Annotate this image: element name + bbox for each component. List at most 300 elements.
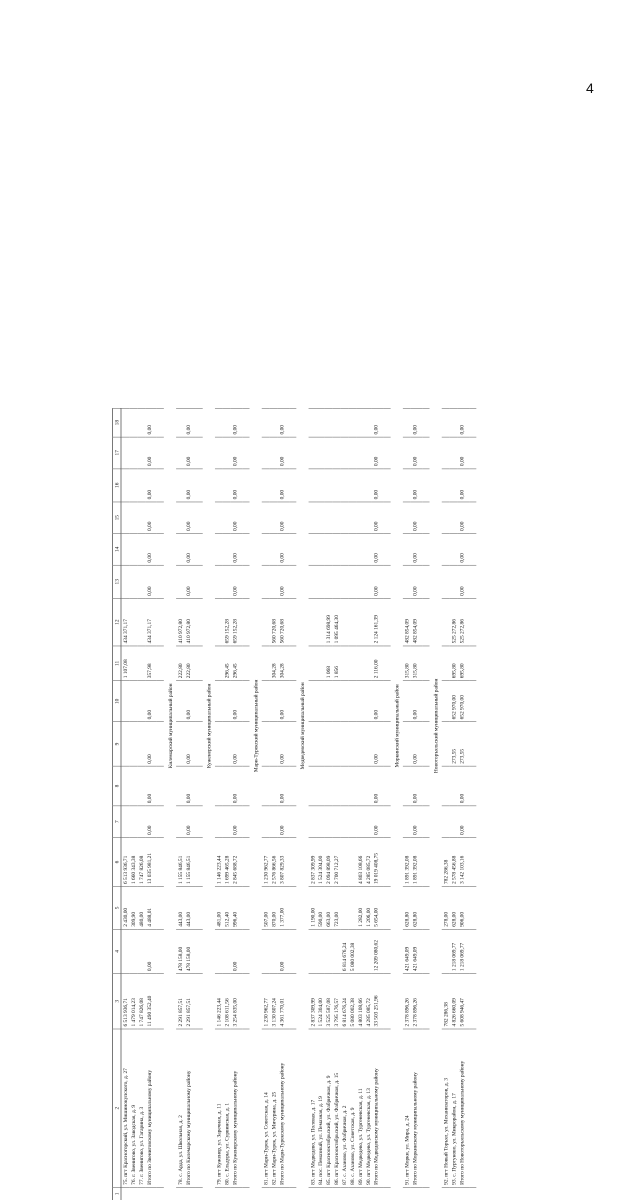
value-cell — [121, 565, 129, 598]
value-cell — [364, 565, 372, 598]
value-cell — [340, 469, 348, 502]
value-cell — [364, 929, 372, 973]
value-cell: 304,28 — [278, 646, 290, 681]
value-cell: 906,00 — [458, 887, 470, 930]
table-row — [348, 408, 356, 1200]
column-number-header: 11 — [112, 646, 121, 681]
value-cell: 0,00 — [231, 766, 243, 806]
region-heading: Моркинский муниципальный район — [393, 684, 400, 768]
value-cell: 1 660 343,38 — [129, 837, 137, 886]
value-cell: 0,00 — [458, 469, 470, 502]
value-cell — [348, 437, 356, 469]
value-cell — [372, 1187, 384, 1200]
value-cell — [332, 1187, 340, 1200]
value-cell — [129, 534, 137, 566]
value-cell — [332, 502, 340, 534]
value-cell — [129, 646, 137, 681]
value-cell — [403, 766, 411, 806]
value-cell — [332, 469, 340, 502]
value-cell — [262, 565, 270, 598]
value-cell — [129, 502, 137, 534]
value-cell — [137, 502, 145, 534]
address-cell: 82. пгт Мари-Турек, ул. Мичурина, д. 25 — [270, 1029, 278, 1187]
value-cell — [223, 534, 231, 566]
value-cell: 0,00 — [278, 681, 290, 722]
region-heading: Новоторъяльский муниципальный район — [432, 678, 439, 774]
value-cell: 0,00 — [231, 565, 243, 598]
value-cell: 1 146 223,44 — [215, 837, 223, 886]
value-cell — [215, 534, 223, 566]
value-cell — [316, 469, 324, 502]
value-cell — [262, 408, 270, 437]
value-cell — [348, 565, 356, 598]
value-cell — [324, 469, 332, 502]
value-cell — [121, 929, 129, 973]
column-number-header: 17 — [112, 437, 121, 469]
value-cell — [403, 534, 411, 566]
value-cell: 507,00 — [262, 887, 270, 930]
value-cell: 315,80 — [411, 646, 423, 681]
value-cell — [356, 534, 364, 566]
value-cell — [340, 598, 348, 645]
value-cell — [442, 646, 450, 681]
value-cell — [332, 534, 340, 566]
value-cell: 357,98 — [145, 646, 157, 681]
value-cell — [176, 565, 184, 598]
total-row — [231, 408, 243, 1200]
column-number-header: 13 — [112, 565, 121, 598]
value-cell — [340, 565, 348, 598]
value-cell — [215, 722, 223, 766]
value-cell: 782 286,38 — [442, 974, 450, 1029]
value-cell: 434 371,17 — [145, 598, 157, 645]
value-cell — [324, 722, 332, 766]
value-cell — [270, 565, 278, 598]
value-cell — [316, 408, 324, 437]
value-cell: 1 190,00 — [309, 887, 317, 930]
value-cell — [121, 534, 129, 566]
value-cell — [332, 722, 340, 766]
value-cell: 0,00 — [372, 408, 384, 437]
value-cell: 1 230 962,77 — [262, 974, 270, 1029]
value-cell — [309, 534, 317, 566]
value-cell — [324, 766, 332, 806]
value-cell — [348, 806, 356, 838]
value-cell — [364, 766, 372, 806]
value-cell: 6 814 676,24 — [340, 974, 348, 1029]
value-cell — [356, 722, 364, 766]
value-cell: 0,00 — [411, 766, 423, 806]
value-cell: 0,00 — [184, 437, 196, 469]
value-cell: 695,80 — [450, 646, 458, 681]
value-cell: 1 155 846,51 — [176, 837, 184, 886]
value-cell: 1 856 — [332, 646, 340, 681]
value-cell — [215, 806, 223, 838]
value-cell: 0,00 — [231, 502, 243, 534]
column-number-header: 6 — [112, 837, 121, 886]
region-heading-row — [164, 408, 176, 1200]
value-cell: 695,80 — [458, 646, 470, 681]
value-cell — [215, 437, 223, 469]
value-cell: 0,00 — [184, 722, 196, 766]
value-cell: 3 130 807,24 — [270, 974, 278, 1029]
region-heading-row — [430, 408, 442, 1200]
value-cell: 0,00 — [372, 469, 384, 502]
value-cell — [223, 806, 231, 838]
value-cell: 0,00 — [145, 806, 157, 838]
address-cell: 91. пгт Морки, ул. Мира, д. 24 — [403, 1029, 411, 1187]
value-cell: 222,80 — [176, 646, 184, 681]
value-cell: 1 524 304,00 — [316, 974, 324, 1029]
value-cell — [450, 1187, 458, 1200]
value-cell: 1 206,00 — [364, 887, 372, 930]
value-cell: 5 608 946,47 — [458, 974, 470, 1029]
value-cell — [340, 534, 348, 566]
value-cell — [324, 408, 332, 437]
value-cell: 443,00 — [184, 887, 196, 930]
value-cell: 628,80 — [411, 887, 423, 930]
value-cell — [309, 646, 317, 681]
value-cell: 1 230 962,77 — [262, 837, 270, 886]
value-cell — [262, 722, 270, 766]
value-cell — [356, 408, 364, 437]
value-cell: 0,00 — [372, 681, 384, 722]
value-cell: 5 654,00 — [372, 887, 384, 930]
value-cell: 628,80 — [403, 887, 411, 930]
value-cell — [121, 722, 129, 766]
value-cell — [215, 598, 223, 645]
value-cell — [309, 806, 317, 838]
value-cell — [442, 534, 450, 566]
value-cell: 3 525 587,08 — [324, 974, 332, 1029]
value-cell: 2 291 857,51 — [184, 974, 196, 1029]
value-cell: 0,00 — [278, 437, 290, 469]
value-cell — [176, 534, 184, 566]
value-cell — [215, 469, 223, 502]
value-cell — [176, 408, 184, 437]
value-cell — [324, 929, 332, 973]
value-cell — [403, 469, 411, 502]
value-cell: 3 795 176,57 — [332, 974, 340, 1029]
address-cell: 81. пгт Мари-Турек, ул. Советская, д. 14 — [262, 1029, 270, 1187]
value-cell: 6 513 936,71 — [121, 974, 129, 1029]
address-cell: Итого по Мари-Турекскому муниципальному району — [278, 1029, 290, 1187]
value-cell — [348, 887, 356, 930]
value-cell — [215, 565, 223, 598]
value-cell: 2 837 309,99 — [309, 837, 317, 886]
value-cell — [316, 1187, 324, 1200]
value-cell — [223, 766, 231, 806]
value-cell: 0,00 — [458, 806, 470, 838]
value-cell — [356, 766, 364, 806]
value-cell: 1 891 392,08 — [403, 837, 411, 886]
value-cell: 0,00 — [372, 502, 384, 534]
address-cell: 90. пгт Медведево, ул. Тургеневская, д. 13 — [364, 1029, 372, 1187]
value-cell — [442, 598, 450, 645]
total-row — [458, 408, 470, 1200]
value-cell — [316, 565, 324, 598]
value-cell: 0,00 — [184, 534, 196, 566]
value-cell — [137, 806, 145, 838]
address-cell: 88. с. Азаново, ул. Советская, д. 9 — [348, 1029, 356, 1187]
value-cell — [121, 766, 129, 806]
value-cell — [223, 437, 231, 469]
value-cell — [356, 806, 364, 838]
value-cell — [356, 646, 364, 681]
value-cell — [129, 437, 137, 469]
value-cell — [262, 681, 270, 722]
value-cell — [176, 722, 184, 766]
total-row — [278, 408, 290, 1200]
value-cell — [262, 646, 270, 681]
value-cell — [450, 437, 458, 469]
value-cell: 278,00 — [442, 887, 450, 930]
value-cell — [340, 887, 348, 930]
value-cell: 6 814 676,24 — [340, 929, 348, 973]
value-cell — [262, 929, 270, 973]
table-row — [324, 408, 332, 1200]
value-cell — [356, 469, 364, 502]
column-number-header: 9 — [112, 722, 121, 766]
value-cell: 1 377,00 — [278, 887, 290, 930]
column-number-header: 10 — [112, 681, 121, 722]
value-cell — [348, 598, 356, 645]
value-cell — [309, 502, 317, 534]
value-cell: 296,45 — [223, 646, 231, 681]
value-cell — [364, 598, 372, 645]
value-cell: 560 720,68 — [270, 598, 278, 645]
total-row — [372, 408, 384, 1200]
value-cell: 4 285 085,72 — [364, 974, 372, 1029]
value-cell: 2 378 896,26 — [411, 974, 423, 1029]
value-cell — [442, 681, 450, 722]
value-cell: 4 488,01 — [145, 887, 157, 930]
value-cell — [348, 646, 356, 681]
value-cell — [356, 437, 364, 469]
value-cell — [340, 646, 348, 681]
value-cell — [129, 469, 137, 502]
value-cell — [145, 1187, 157, 1200]
region-heading: Мари-Турекский муниципальный район — [252, 679, 259, 773]
value-cell: 1 218 069,77 — [458, 929, 470, 973]
value-cell — [215, 929, 223, 973]
value-cell — [332, 565, 340, 598]
table-row — [262, 408, 270, 1200]
table-row — [364, 408, 372, 1200]
table-row — [450, 408, 458, 1200]
table-row — [309, 408, 317, 1200]
value-cell: 0,00 — [411, 681, 423, 722]
value-cell: 482 854,09 — [411, 598, 423, 645]
value-cell — [223, 681, 231, 722]
table-row — [442, 408, 450, 1200]
column-number-header: 5 — [112, 887, 121, 930]
value-cell: 1 479 014,23 — [129, 974, 137, 1029]
value-cell: 0,00 — [184, 806, 196, 838]
value-cell: 2 291 857,51 — [176, 974, 184, 1029]
value-cell — [348, 502, 356, 534]
value-cell — [450, 469, 458, 502]
value-cell — [309, 437, 317, 469]
value-cell: 0,00 — [145, 565, 157, 598]
value-cell — [450, 766, 458, 806]
spacer-row — [383, 408, 390, 1200]
value-cell: 0,00 — [184, 469, 196, 502]
value-cell — [340, 408, 348, 437]
value-cell — [403, 806, 411, 838]
value-cell — [316, 722, 324, 766]
value-cell: 0,00 — [411, 408, 423, 437]
rotated-table-area — [112, 408, 465, 1200]
address-cell: 92. пгт Новый Торъял, ул. Механизаторов, д. 3 — [442, 1029, 450, 1187]
value-cell: 1 747 826,08 — [137, 974, 145, 1029]
value-cell — [450, 565, 458, 598]
table-row — [403, 408, 411, 1200]
value-cell — [215, 681, 223, 722]
value-cell — [176, 437, 184, 469]
value-cell: 4 285 085,72 — [364, 837, 372, 886]
value-cell: 33 503 251,96 — [372, 974, 384, 1029]
total-row — [184, 408, 196, 1200]
value-cell: 410 972,80 — [176, 598, 184, 645]
value-cell — [364, 1187, 372, 1200]
value-cell: 1 282,00 — [356, 887, 364, 930]
value-cell: 1 891 392,08 — [411, 837, 423, 886]
value-cell — [356, 502, 364, 534]
region-heading-row — [203, 408, 215, 1200]
value-cell: 6 513 936,71 — [121, 837, 129, 886]
spacer-row — [469, 408, 476, 1200]
value-cell: 0,00 — [184, 502, 196, 534]
value-cell — [458, 1187, 470, 1200]
value-cell: 0,00 — [231, 534, 243, 566]
value-cell: 0,00 — [278, 766, 290, 806]
value-cell: 3 807 829,33 — [278, 837, 290, 886]
value-cell — [442, 565, 450, 598]
repair-cost-table — [112, 408, 476, 1200]
value-cell: 590,00 — [316, 887, 324, 930]
value-cell: 0,00 — [278, 929, 290, 973]
value-cell — [129, 598, 137, 645]
value-cell — [324, 502, 332, 534]
address-cell: 85. пгт Краснооктябрьский, ул. Фабричная, д. 9 — [324, 1029, 332, 1187]
value-cell: 0,00 — [145, 502, 157, 534]
value-cell: 0,00 — [372, 437, 384, 469]
value-cell: 0,00 — [145, 722, 157, 766]
address-cell: 77. г. Звенигово, ул. Гагарина, д. 3 — [137, 1029, 145, 1187]
value-cell: 0,00 — [231, 408, 243, 437]
value-cell: 4 803 108,66 — [356, 974, 364, 1029]
value-cell — [137, 437, 145, 469]
value-cell — [324, 437, 332, 469]
value-cell — [184, 1187, 196, 1200]
value-cell: 0,00 — [184, 565, 196, 598]
value-cell: 296,45 — [231, 646, 243, 681]
value-cell — [356, 598, 364, 645]
value-cell: 309,90 — [129, 887, 137, 930]
value-cell — [223, 565, 231, 598]
value-cell — [137, 534, 145, 566]
value-cell — [137, 722, 145, 766]
value-cell — [324, 534, 332, 566]
value-cell: 2 124 161,39 — [372, 598, 384, 645]
value-cell: 0,00 — [458, 408, 470, 437]
value-cell — [270, 502, 278, 534]
value-cell — [450, 408, 458, 437]
value-cell — [129, 681, 137, 722]
value-cell: 2 576 866,56 — [270, 837, 278, 886]
value-cell — [403, 502, 411, 534]
region-heading: Куженерский муниципальный район — [205, 683, 213, 769]
address-cell: 93. с. Пуртуново, ул. Микрорайон, д. 17 — [450, 1029, 458, 1187]
value-cell — [223, 502, 231, 534]
region-heading-row — [391, 408, 403, 1200]
column-number-header: 18 — [112, 408, 121, 437]
value-cell — [137, 1187, 145, 1200]
address-cell: Итого по Куженерскому муниципальному району — [231, 1029, 243, 1187]
value-cell: 0,00 — [411, 469, 423, 502]
value-cell — [223, 469, 231, 502]
value-cell: 723,00 — [332, 887, 340, 930]
value-cell: 0,00 — [278, 722, 290, 766]
value-cell: 12 209 080,62 — [372, 929, 384, 973]
value-cell — [324, 565, 332, 598]
value-cell: 0,00 — [231, 722, 243, 766]
value-cell: 3 142 103,16 — [458, 837, 470, 886]
value-cell — [450, 534, 458, 566]
value-cell — [356, 681, 364, 722]
value-cell — [121, 437, 129, 469]
address-cell: 89. пгт Медведево, ул. Тургеневская, д. 11 — [356, 1029, 364, 1187]
value-cell — [450, 806, 458, 838]
address-cell: Итого по Новоторъяльскому муниципальному району — [458, 1029, 470, 1187]
value-cell: 421 649,09 — [403, 929, 411, 973]
value-cell — [121, 469, 129, 502]
value-cell — [332, 929, 340, 973]
value-cell — [223, 929, 231, 973]
value-cell: 659 152,28 — [223, 598, 231, 645]
value-cell: 0,00 — [278, 408, 290, 437]
page-number: 4 — [586, 80, 594, 96]
value-cell — [270, 437, 278, 469]
value-cell — [231, 1187, 243, 1200]
value-cell — [309, 766, 317, 806]
value-cell — [176, 469, 184, 502]
value-cell: 0,00 — [458, 565, 470, 598]
value-cell — [309, 469, 317, 502]
value-cell — [262, 437, 270, 469]
value-cell — [403, 437, 411, 469]
value-cell: 870,00 — [270, 887, 278, 930]
value-cell: 525 272,86 — [450, 598, 458, 645]
value-cell: 0,00 — [184, 766, 196, 806]
value-cell — [316, 502, 324, 534]
address-cell: 84. пос. Пемазный, ул. Пемазная, д. 19 — [316, 1029, 324, 1187]
value-cell: 0,00 — [145, 469, 157, 502]
value-cell: 4 803 108,66 — [356, 837, 364, 886]
value-cell: 0,00 — [145, 437, 157, 469]
value-cell: 315,80 — [403, 646, 411, 681]
value-cell — [270, 534, 278, 566]
value-cell — [316, 646, 324, 681]
value-cell — [309, 408, 317, 437]
value-cell — [348, 766, 356, 806]
value-cell: 0,00 — [145, 929, 157, 973]
value-cell: 273,55 — [450, 722, 458, 766]
value-cell: 1 155 846,51 — [184, 837, 196, 886]
column-number-header: 3 — [112, 974, 121, 1029]
region-heading: Килемарский муниципальный район — [166, 683, 174, 769]
